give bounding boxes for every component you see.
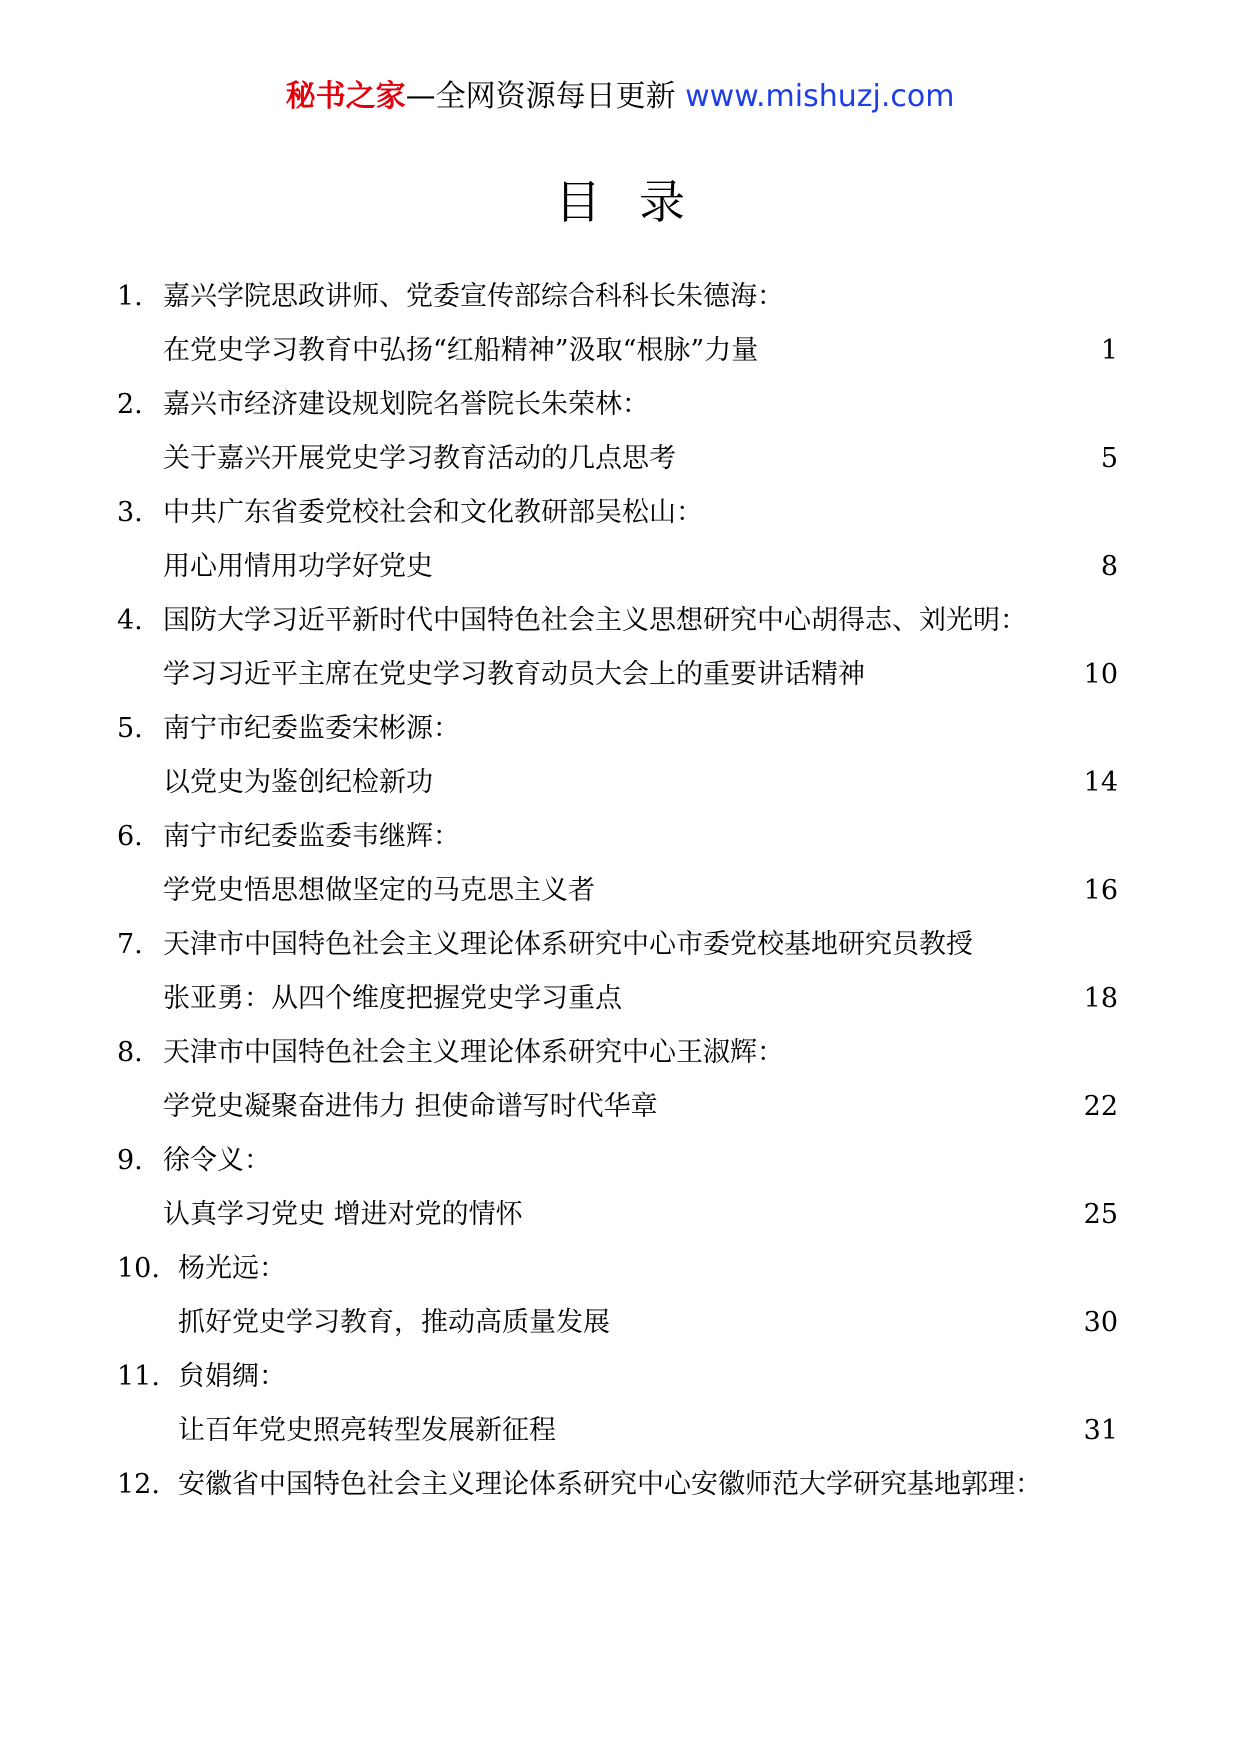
entry-article-title: 以党史为鉴创纪检新功 [163,767,433,798]
entry-number: 11. [117,1361,160,1392]
entry-author: 南宁市纪委监委宋彬源： [163,713,460,744]
entry-author: 天津市中国特色社会主义理论体系研究中心王淑辉： [163,1037,784,1068]
site-header [0,74,1240,120]
site-brand: 秘书之家 [285,79,406,114]
entry-author: 中共广东省委党校社会和文化教研部吴松山： [163,497,703,528]
toc-entry[interactable] [0,702,1240,810]
entry-number: 9. [117,1145,143,1176]
toc-entry[interactable] [0,594,1240,702]
site-tagline: —全网资源每日更新 [405,79,686,114]
entry-page-number: 18 [1083,983,1118,1014]
toc-entry[interactable] [0,1026,1240,1134]
toc-entry[interactable] [0,270,1240,378]
toc-entry[interactable] [0,1458,1240,1512]
entry-number: 8. [117,1037,143,1068]
toc-entry[interactable] [0,1242,1240,1350]
entry-page-number: 5 [1100,443,1118,474]
toc-entry[interactable] [0,378,1240,486]
entry-author: 贠娟绸： [178,1361,286,1392]
entry-number: 12. [117,1469,160,1500]
page-title: 目录 [555,175,723,229]
entry-number: 6. [117,821,143,852]
entry-number: 3. [117,497,143,528]
toc-entry[interactable] [0,486,1240,594]
entry-article-title: 认真学习党史 增进对党的情怀 [163,1199,523,1230]
entry-article-title: 让百年党史照亮转型发展新征程 [178,1415,556,1446]
entry-page-number: 22 [1083,1091,1118,1122]
entry-page-number: 25 [1083,1199,1118,1230]
entry-article-title: 关于嘉兴开展党史学习教育活动的几点思考 [163,443,676,474]
entry-number: 4. [117,605,143,636]
toc-entry[interactable] [0,810,1240,918]
entry-page-number: 10 [1083,659,1118,690]
entry-page-number: 16 [1083,875,1118,906]
entry-article-title: 学习习近平主席在党史学习教育动员大会上的重要讲话精神 [163,659,865,690]
entry-article-title: 学党史凝聚奋进伟力 担使命谱写时代华章 [163,1091,658,1122]
entry-article-title: 在党史学习教育中弘扬“红船精神”汲取“根脉”力量 [163,335,759,366]
entry-number: 2. [117,389,143,420]
entry-article-title: 学党史悟思想做坚定的马克思主义者 [163,875,595,906]
entry-number: 1. [117,281,143,312]
entry-page-number: 1 [1100,335,1118,366]
entry-page-number: 8 [1100,551,1118,582]
entry-author: 徐令义： [163,1145,271,1176]
entry-number: 7. [117,929,143,960]
site-url-link[interactable]: www.mishuzj.com [685,79,955,114]
toc-entry[interactable] [0,1350,1240,1458]
entry-article-title: 张亚勇：从四个维度把握党史学习重点 [163,983,622,1014]
toc-entry[interactable] [0,918,1240,1026]
entry-author: 杨光远： [178,1253,286,1284]
entry-author: 嘉兴市经济建设规划院名誉院长朱荣林： [163,389,649,420]
entry-article-title: 抓好党史学习教育，推动高质量发展 [178,1307,610,1338]
entry-author: 嘉兴学院思政讲师、党委宣传部综合科科长朱德海： [163,281,784,312]
entry-number: 5. [117,713,143,744]
entry-author: 国防大学习近平新时代中国特色社会主义思想研究中心胡得志、刘光明： [163,605,1027,636]
entry-author: 天津市中国特色社会主义理论体系研究中心市委党校基地研究员教授 [163,929,973,960]
entry-number: 10. [117,1253,160,1284]
entry-article-title: 用心用情用功学好党史 [163,551,433,582]
entry-page-number: 31 [1083,1415,1118,1446]
entry-author: 南宁市纪委监委韦继辉： [163,821,460,852]
entry-author: 安徽省中国特色社会主义理论体系研究中心安徽师范大学研究基地郭理： [178,1469,1042,1500]
entry-page-number: 30 [1083,1307,1118,1338]
table-of-contents [0,270,1240,1512]
entry-page-number: 14 [1083,767,1118,798]
toc-entry[interactable] [0,1134,1240,1242]
